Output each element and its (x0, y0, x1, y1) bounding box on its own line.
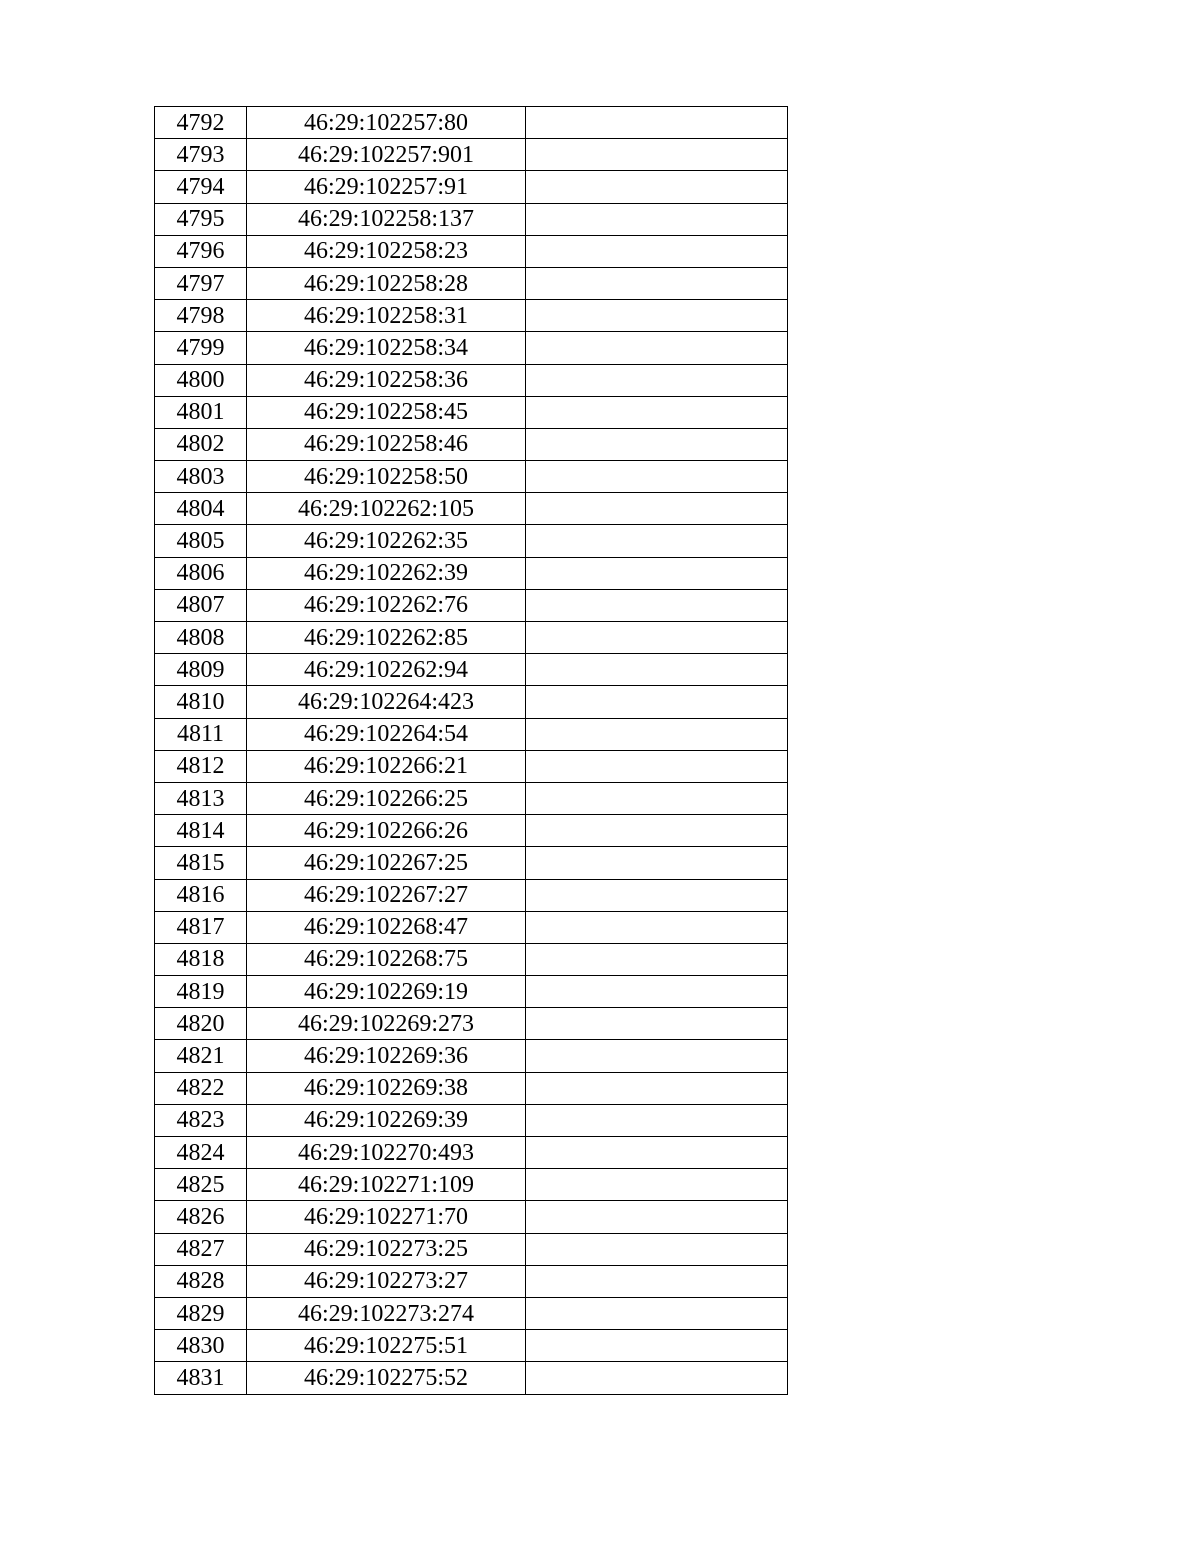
cadastral-number-cell: 46:29:102258:50 (247, 461, 526, 493)
cadastral-number-cell: 46:29:102273:27 (247, 1265, 526, 1297)
row-number-cell: 4822 (155, 1072, 247, 1104)
cadastral-number-cell: 46:29:102258:34 (247, 332, 526, 364)
table-row (155, 879, 788, 911)
empty-cell (526, 364, 788, 396)
table-row (155, 1137, 788, 1169)
row-number-cell: 4831 (155, 1362, 247, 1394)
empty-cell (526, 235, 788, 267)
cadastral-number-cell: 46:29:102273:25 (247, 1233, 526, 1265)
table-row (155, 396, 788, 428)
row-number-cell: 4819 (155, 976, 247, 1008)
table-row (155, 1040, 788, 1072)
table-row (155, 525, 788, 557)
row-number-cell: 4825 (155, 1169, 247, 1201)
table-row (155, 911, 788, 943)
empty-cell (526, 428, 788, 460)
row-number-cell: 4796 (155, 235, 247, 267)
row-number-cell: 4793 (155, 139, 247, 171)
table-row (155, 267, 788, 299)
table-row (155, 1104, 788, 1136)
table-row (155, 782, 788, 814)
cadastral-number-cell: 46:29:102266:25 (247, 782, 526, 814)
row-number-cell: 4803 (155, 461, 247, 493)
table-row (155, 815, 788, 847)
cadastral-number-table (154, 106, 788, 1395)
cadastral-number-cell: 46:29:102257:91 (247, 171, 526, 203)
empty-cell (526, 557, 788, 589)
cadastral-number-cell: 46:29:102275:51 (247, 1330, 526, 1362)
empty-cell (526, 911, 788, 943)
row-number-cell: 4811 (155, 718, 247, 750)
empty-cell (526, 461, 788, 493)
empty-cell (526, 815, 788, 847)
empty-cell (526, 1104, 788, 1136)
cadastral-number-cell: 46:29:102262:85 (247, 622, 526, 654)
empty-cell (526, 1040, 788, 1072)
row-number-cell: 4826 (155, 1201, 247, 1233)
cadastral-number-cell: 46:29:102264:423 (247, 686, 526, 718)
cadastral-number-cell: 46:29:102262:39 (247, 557, 526, 589)
row-number-cell: 4800 (155, 364, 247, 396)
cadastral-number-cell: 46:29:102269:19 (247, 976, 526, 1008)
empty-cell (526, 1072, 788, 1104)
empty-cell (526, 589, 788, 621)
empty-cell (526, 493, 788, 525)
cadastral-number-cell: 46:29:102266:21 (247, 750, 526, 782)
row-number-cell: 4821 (155, 1040, 247, 1072)
cadastral-number-cell: 46:29:102262:76 (247, 589, 526, 621)
empty-cell (526, 750, 788, 782)
table-row (155, 1330, 788, 1362)
table-row (155, 654, 788, 686)
empty-cell (526, 1330, 788, 1362)
table-row (155, 718, 788, 750)
table-body (155, 107, 788, 1395)
table-row (155, 1008, 788, 1040)
table-row (155, 1297, 788, 1329)
table-row (155, 589, 788, 621)
row-number-cell: 4830 (155, 1330, 247, 1362)
cadastral-number-cell: 46:29:102258:28 (247, 267, 526, 299)
table-row (155, 1233, 788, 1265)
cadastral-number-cell: 46:29:102262:35 (247, 525, 526, 557)
cadastral-number-cell: 46:29:102257:80 (247, 107, 526, 139)
empty-cell (526, 525, 788, 557)
row-number-cell: 4814 (155, 815, 247, 847)
empty-cell (526, 686, 788, 718)
empty-cell (526, 1233, 788, 1265)
cadastral-number-cell: 46:29:102262:105 (247, 493, 526, 525)
cadastral-number-cell: 46:29:102273:274 (247, 1297, 526, 1329)
row-number-cell: 4813 (155, 782, 247, 814)
row-number-cell: 4806 (155, 557, 247, 589)
cadastral-number-cell: 46:29:102258:137 (247, 203, 526, 235)
row-number-cell: 4816 (155, 879, 247, 911)
empty-cell (526, 976, 788, 1008)
empty-cell (526, 139, 788, 171)
table-row (155, 943, 788, 975)
row-number-cell: 4792 (155, 107, 247, 139)
table-row (155, 493, 788, 525)
cadastral-number-cell: 46:29:102271:109 (247, 1169, 526, 1201)
cadastral-number-cell: 46:29:102269:273 (247, 1008, 526, 1040)
table-row (155, 622, 788, 654)
empty-cell (526, 1265, 788, 1297)
row-number-cell: 4804 (155, 493, 247, 525)
row-number-cell: 4815 (155, 847, 247, 879)
table-row (155, 300, 788, 332)
cadastral-number-cell: 46:29:102268:47 (247, 911, 526, 943)
cadastral-number-cell: 46:29:102266:26 (247, 815, 526, 847)
row-number-cell: 4829 (155, 1297, 247, 1329)
empty-cell (526, 1201, 788, 1233)
table-row (155, 428, 788, 460)
row-number-cell: 4808 (155, 622, 247, 654)
table-row (155, 461, 788, 493)
empty-cell (526, 847, 788, 879)
table-row (155, 976, 788, 1008)
empty-cell (526, 1362, 788, 1394)
row-number-cell: 4798 (155, 300, 247, 332)
table-row (155, 1362, 788, 1394)
cadastral-number-cell: 46:29:102264:54 (247, 718, 526, 750)
row-number-cell: 4820 (155, 1008, 247, 1040)
empty-cell (526, 879, 788, 911)
cadastral-number-cell: 46:29:102258:45 (247, 396, 526, 428)
row-number-cell: 4809 (155, 654, 247, 686)
row-number-cell: 4812 (155, 750, 247, 782)
table-row (155, 332, 788, 364)
table-row (155, 686, 788, 718)
table-row (155, 364, 788, 396)
row-number-cell: 4828 (155, 1265, 247, 1297)
cadastral-number-cell: 46:29:102258:23 (247, 235, 526, 267)
cadastral-number-cell: 46:29:102257:901 (247, 139, 526, 171)
cadastral-number-cell: 46:29:102267:27 (247, 879, 526, 911)
empty-cell (526, 718, 788, 750)
empty-cell (526, 396, 788, 428)
cadastral-number-cell: 46:29:102258:36 (247, 364, 526, 396)
empty-cell (526, 622, 788, 654)
table-row (155, 235, 788, 267)
cadastral-number-cell: 46:29:102258:31 (247, 300, 526, 332)
row-number-cell: 4801 (155, 396, 247, 428)
row-number-cell: 4795 (155, 203, 247, 235)
row-number-cell: 4794 (155, 171, 247, 203)
empty-cell (526, 1008, 788, 1040)
table-row (155, 847, 788, 879)
row-number-cell: 4805 (155, 525, 247, 557)
row-number-cell: 4823 (155, 1104, 247, 1136)
empty-cell (526, 171, 788, 203)
cadastral-number-cell: 46:29:102262:94 (247, 654, 526, 686)
row-number-cell: 4818 (155, 943, 247, 975)
table-row (155, 1265, 788, 1297)
cadastral-number-cell: 46:29:102269:39 (247, 1104, 526, 1136)
empty-cell (526, 654, 788, 686)
row-number-cell: 4827 (155, 1233, 247, 1265)
row-number-cell: 4810 (155, 686, 247, 718)
cadastral-number-cell: 46:29:102270:493 (247, 1137, 526, 1169)
table-row (155, 171, 788, 203)
table-row (155, 107, 788, 139)
table-row (155, 1169, 788, 1201)
row-number-cell: 4802 (155, 428, 247, 460)
cadastral-number-cell: 46:29:102269:36 (247, 1040, 526, 1072)
empty-cell (526, 300, 788, 332)
table-row (155, 1072, 788, 1104)
cadastral-number-cell: 46:29:102269:38 (247, 1072, 526, 1104)
empty-cell (526, 1169, 788, 1201)
table-row (155, 750, 788, 782)
row-number-cell: 4799 (155, 332, 247, 364)
row-number-cell: 4807 (155, 589, 247, 621)
cadastral-number-cell: 46:29:102267:25 (247, 847, 526, 879)
empty-cell (526, 782, 788, 814)
cadastral-number-cell: 46:29:102258:46 (247, 428, 526, 460)
empty-cell (526, 203, 788, 235)
empty-cell (526, 267, 788, 299)
table-row (155, 203, 788, 235)
row-number-cell: 4824 (155, 1137, 247, 1169)
cadastral-number-cell: 46:29:102275:52 (247, 1362, 526, 1394)
empty-cell (526, 943, 788, 975)
empty-cell (526, 1297, 788, 1329)
empty-cell (526, 332, 788, 364)
cadastral-number-cell: 46:29:102271:70 (247, 1201, 526, 1233)
table-row (155, 1201, 788, 1233)
table-row (155, 139, 788, 171)
row-number-cell: 4817 (155, 911, 247, 943)
table-row (155, 557, 788, 589)
cadastral-number-cell: 46:29:102268:75 (247, 943, 526, 975)
empty-cell (526, 1137, 788, 1169)
empty-cell (526, 107, 788, 139)
row-number-cell: 4797 (155, 267, 247, 299)
